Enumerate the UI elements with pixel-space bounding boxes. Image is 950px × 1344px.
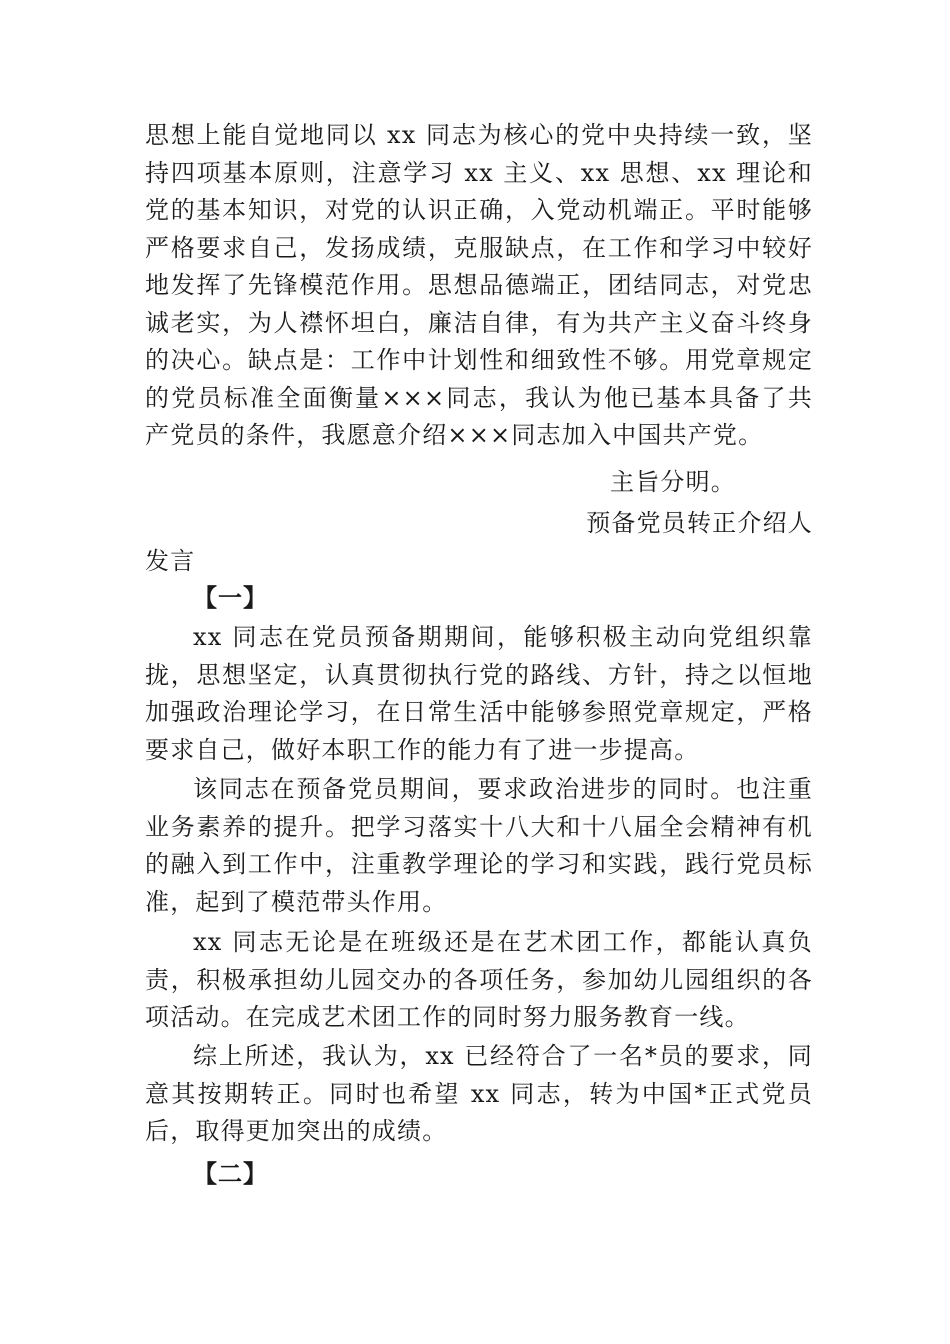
body-paragraph: xx 同志在党员预备期期间，能够积极主动向党组织靠拢，思想坚定，认真贯彻执行党的路线、方针，持之以恒地加强政治理论学习，在日常生活中能够参照党章规定，严格要求自己，做好本职工作的能力有了进一步提高。 xyxy=(145,623,813,764)
closing-line: 主旨分明。 xyxy=(610,468,736,496)
body-paragraph: 综上所述，我认为，xx 已经符合了一名*员的要求，同意其按期转正。同时也希望 xx 同志，转为中国*正式党员后，取得更加突出的成绩。 xyxy=(145,1042,813,1145)
section-title: 预备党员转正介绍人 xyxy=(586,509,813,537)
opening-paragraph: 思想上能自觉地同以 xx 同志为核心的党中央持续一致，坚持四项基本原则，注意学习 xx 主义、xx 思想、xx 理论和党的基本知识，对党的认识正确，入党动机端正。平时能够严格要求自己，发扬成绩，克服缺点，在工作和学习中较好地发挥了先锋模范作用。思想品德端正，团结同志，对党忠诚老实，为人襟怀坦白，廉洁自律，有为共产主义奋斗终身的决心。缺点是：工作中计划性和细致性不够。用党章规定的党员标准全面衡量×××同志，我认为他已基本具备了共产党员的条件，我愿意介绍×××同志加入中国共产党。 xyxy=(145,121,813,449)
heading-one: 【一】 xyxy=(193,583,268,612)
body-paragraph: 该同志在预备党员期间，要求政治进步的同时。也注重业务素养的提升。把学习落实十八大和十八届全会精神有机的融入到工作中，注重教学理论的学习和实践，践行党员标准，起到了模范带头作用。 xyxy=(145,775,813,916)
heading-two: 【二】 xyxy=(193,1159,268,1188)
section-title-continued: 发言 xyxy=(145,547,196,575)
body-paragraph: xx 同志无论是在班级还是在艺术团工作，都能认真负责，积极承担幼儿园交办的各项任务，参加幼儿园组织的各项活动。在完成艺术团工作的同时努力服务教育一线。 xyxy=(145,928,813,1031)
